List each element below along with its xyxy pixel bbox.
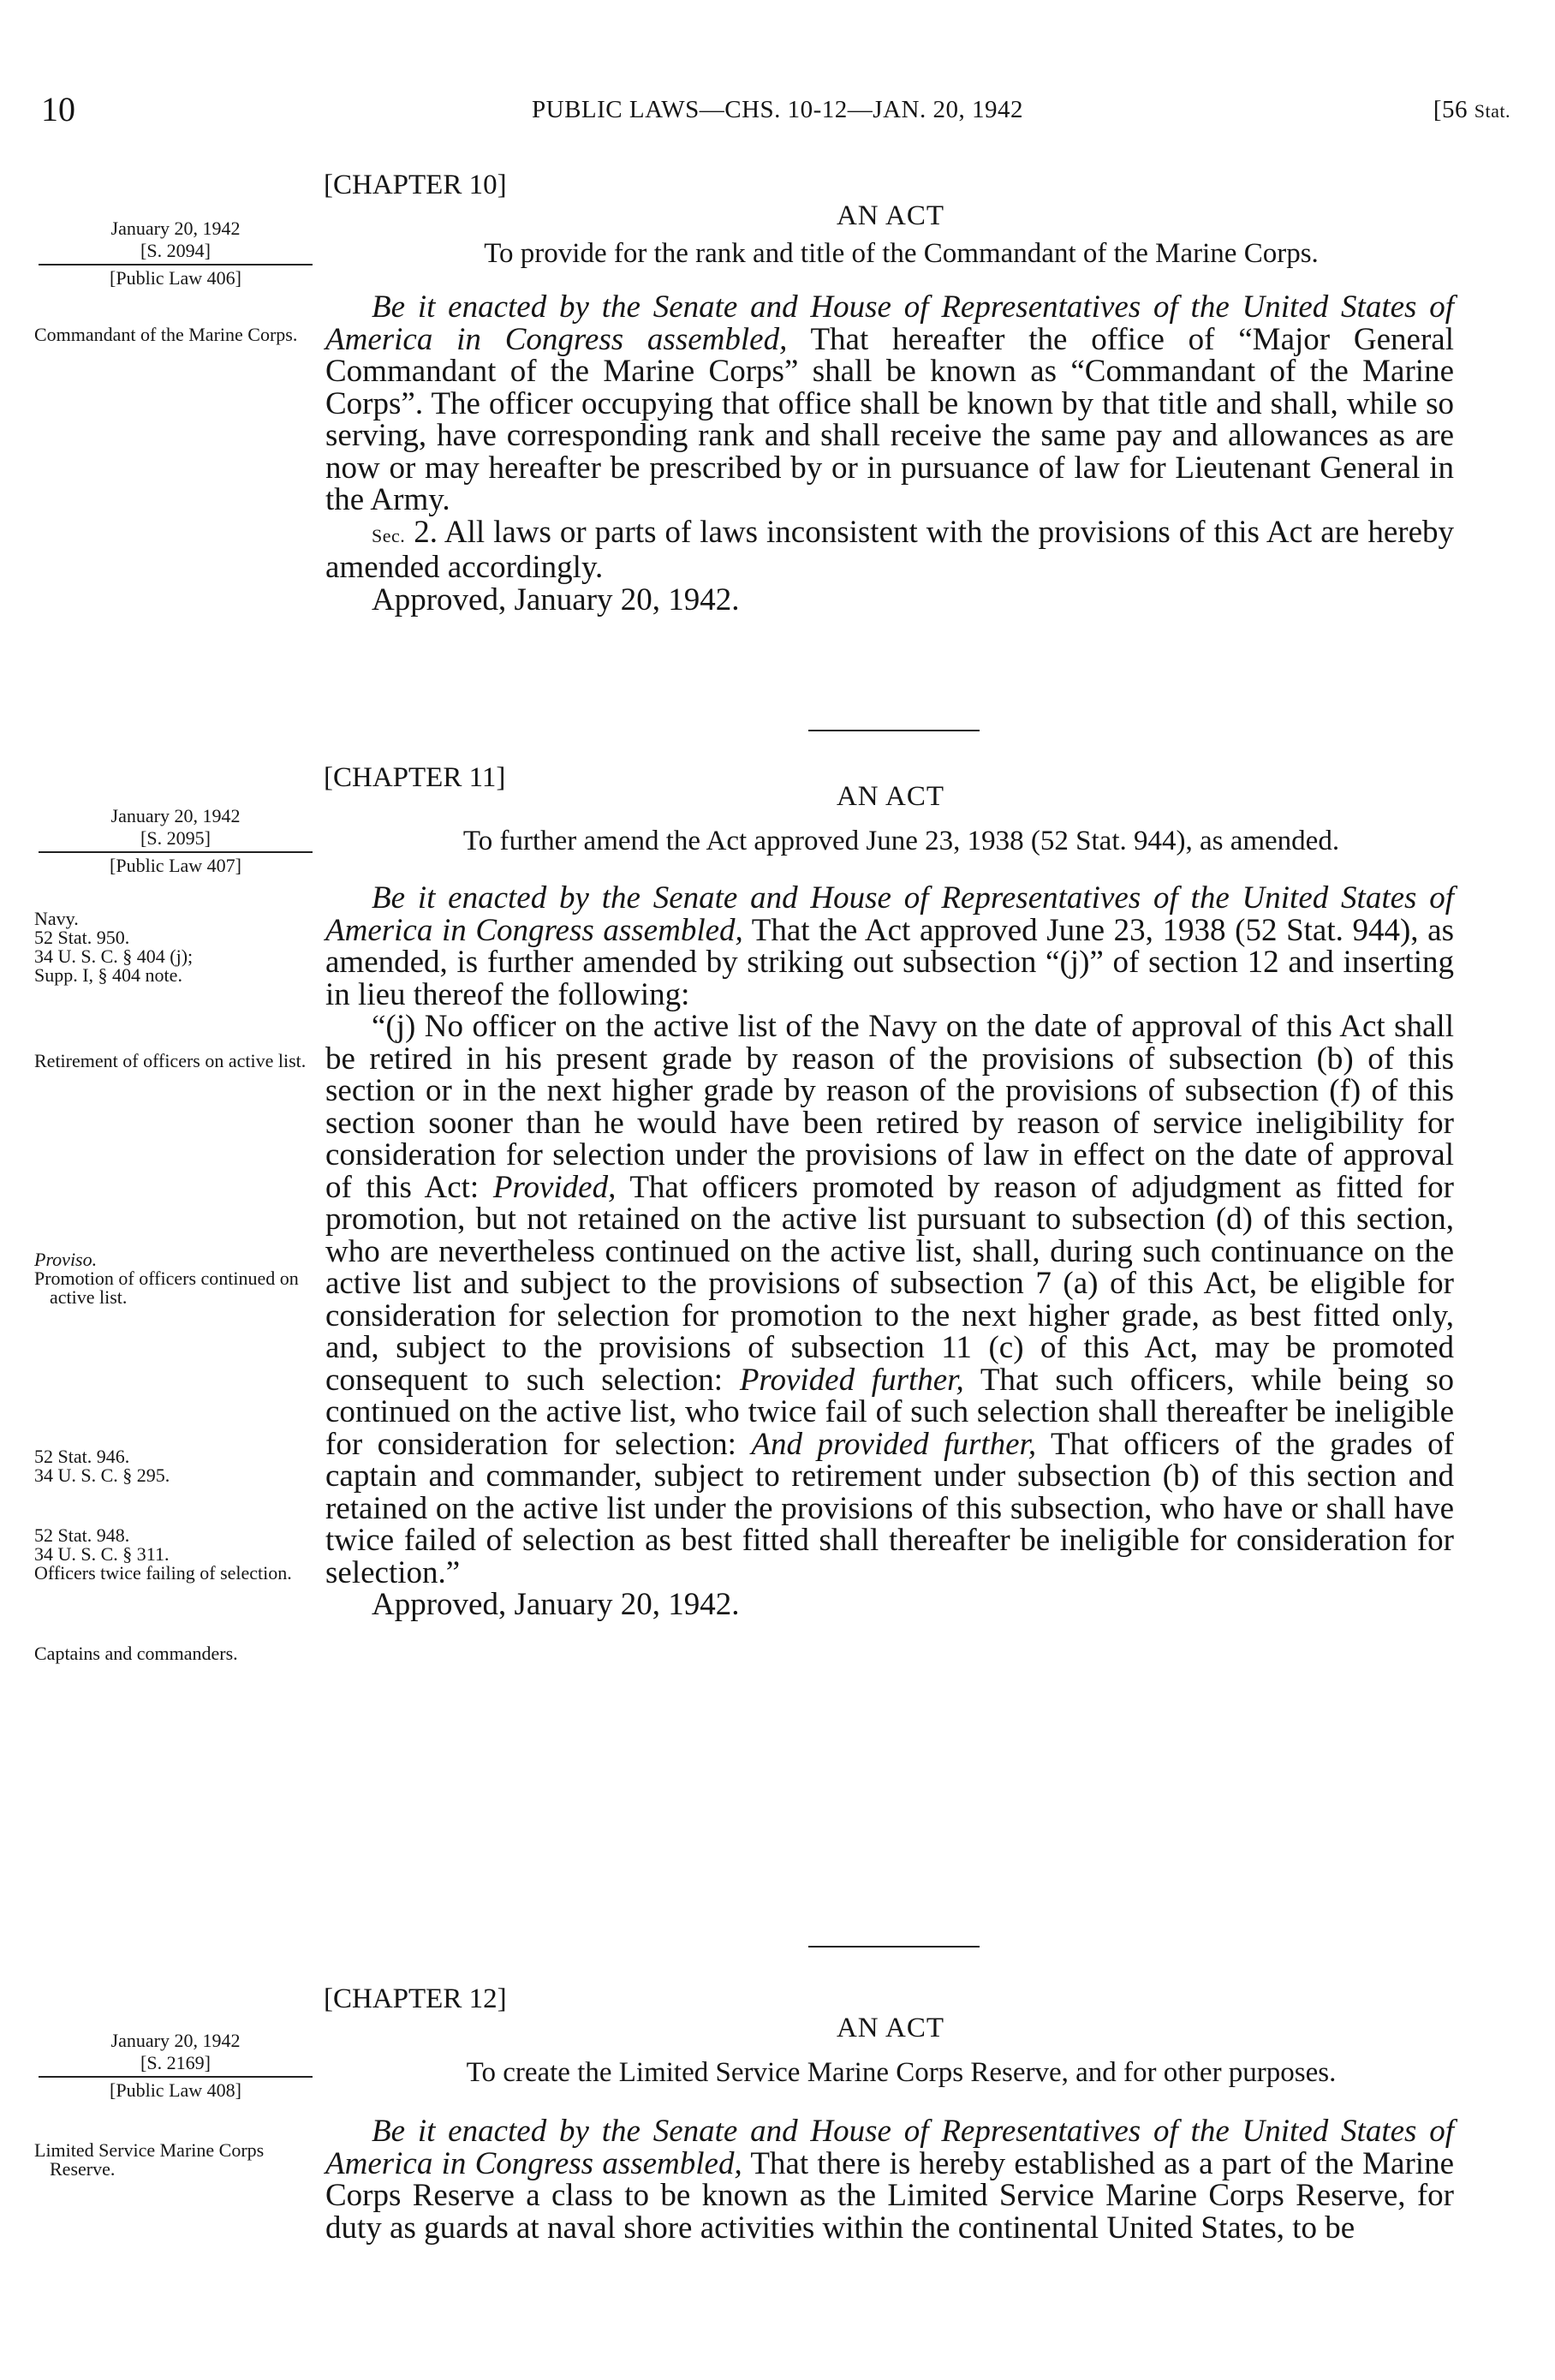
chapter-12-margin-note — [34, 2141, 317, 2179]
chapter-10-text: That hereafter the office of “Major General Commandant of the Marine Corps” shall be known as “Commandant of the Marine Corps”. The officer occupying that office shall be known by that title and shall, while so serving, have corresponding rank and shall receive the same pay and allowances as are now or may hereafter be prescribed by or in pursuance of law for Lieutenant General in the Army. — [325, 321, 1454, 517]
margin-proviso — [34, 1250, 317, 1307]
margin-supp: Supp. I, § 404 note. — [34, 964, 182, 986]
margin-date: January 20, 1942 — [110, 805, 241, 826]
margin-navy-references — [34, 910, 317, 985]
margin-usc: 34 U. S. C. § 311. — [34, 1543, 170, 1565]
chapter-12-paragraph-1 — [325, 2115, 1454, 2244]
volume-stat: Stat. — [1474, 100, 1510, 122]
chapter-12-text: That there is hereby established as a part of the Marine Corps Reserve a class to be known as the Limited Service Marine Corps Reserve, for duty as guards at naval shore activities within the continental United States, to be — [325, 2145, 1454, 2246]
margin-retirement — [34, 1052, 317, 1071]
margin-navy: Navy. — [34, 908, 79, 929]
margin-stat: 52 Stat. 950. — [34, 927, 130, 948]
chapter-12-title: To create the Limited Service Marine Corps Reserve, and for other purposes. — [466, 2057, 1337, 2088]
chapter-10-margin-note — [34, 325, 317, 344]
volume-reference — [1433, 96, 1510, 124]
margin-date: January 20, 1942 — [110, 218, 241, 239]
chapter-11-text-2a: “(j) No officer on the active list of the Navy on the date of approval of this Act shall be retired in his present grade by reason of the provisions of subsection (b) of this section or in the next higher grade by reason of the provisions of subsection (f) of this section sooner than he would have been retired by reason of service ineligibility for consideration for selection under the provisions of law in effect on the date of approval of this Act: — [325, 1009, 1454, 1205]
chapter-11-text-2d: That officers of the grades of captain and commander, subject to retirement under subsection (b) of this section and retained on the active list under the provisions of this subsection, who have or shall have twice failed of selection as best fitted shall thereafter be ineligible for consideration for selection.” — [325, 1426, 1454, 1590]
margin-usc: 34 U. S. C. § 295. — [34, 1464, 170, 1486]
enacting-clause: Be it enacted by the Senate and House of Representatives of the United States of America in Congress assembled, — [325, 880, 1454, 948]
chapter-11-margin-dates — [39, 805, 313, 877]
chapter-10-approved: Approved, January 20, 1942. — [372, 582, 740, 617]
margin-ref-2 — [34, 1526, 317, 1583]
margin-public-law: [Public Law 408] — [39, 2076, 313, 2102]
proviso-and-provided-further: And provided further, — [751, 1426, 1037, 1462]
volume-prefix: [56 — [1433, 96, 1469, 123]
chapter-12-margin-dates — [39, 2030, 313, 2102]
proviso-provided-further: Provided further, — [739, 1362, 964, 1398]
chapter-12-body — [325, 2115, 1454, 2244]
margin-date: January 20, 1942 — [110, 2030, 241, 2051]
margin-captains-text: Captains and commanders. — [34, 1643, 238, 1664]
chapter-11-body — [325, 882, 1454, 1621]
chapter-11-text-2c: That such officers, while being so continued on the active list, who twice fail of such selection shall thereafter be ineligible for consideration for selection: — [325, 1362, 1455, 1462]
margin-usc: 34 U. S. C. § 404 (j); — [34, 945, 194, 967]
enacting-clause: Be it enacted by the Senate and House of Representatives of the United States of America in Congress assembled, — [325, 289, 1454, 357]
chapter-10-body — [325, 291, 1454, 616]
proviso-provided: Provided, — [492, 1169, 617, 1205]
margin-promotion-text: Promotion of officers continued on active list. — [34, 1268, 299, 1308]
chapter-11-an-act: AN ACT — [836, 781, 945, 812]
chapter-12-heading: [CHAPTER 12] — [324, 1983, 507, 2014]
chapter-11-title: To further amend the Act approved June 23, 1938 (52 Stat. 944), as amended. — [462, 826, 1340, 856]
chapter-11-text-2b: That officers promoted by reason of adjudgment as fitted for promotion, but not retained on the active list pursuant to subsection (d) of this section, who are nevertheless continued on the active list, shall, during such continuance on the active list and subject to the provisions of subsection 7 (a) of this Act, be eligible for consideration for selection for promotion to the next higher grade, as best fitted only, and, subject to the provisions of subsection 11 (c) of this Act, may be promoted consequent to such selection: — [325, 1169, 1455, 1398]
margin-stat: 52 Stat. 946. — [34, 1446, 130, 1467]
separator-rule — [808, 1946, 980, 1948]
chapter-12-an-act: AN ACT — [836, 2013, 945, 2043]
margin-bill: [S. 2094] — [140, 240, 211, 261]
enacting-clause: Be it enacted by the Senate and House of Representatives of the United States of America in Congress assembled, — [325, 2114, 1454, 2181]
margin-bill: [S. 2095] — [140, 827, 211, 849]
margin-stat: 52 Stat. 948. — [34, 1524, 130, 1546]
margin-ref-1 — [34, 1447, 317, 1485]
chapter-10-heading: [CHAPTER 10] — [324, 170, 507, 200]
chapter-10-margin-dates — [39, 218, 313, 289]
chapter-10-title: To provide for the rank and title of the Commandant of the Marine Corps. — [484, 238, 1319, 269]
margin-note-commandant: Commandant of the Marine Corps. — [34, 324, 298, 345]
margin-captains — [34, 1644, 317, 1663]
separator-rule — [808, 730, 980, 731]
margin-bill: [S. 2169] — [140, 2052, 211, 2073]
chapter-10-an-act: AN ACT — [836, 200, 945, 231]
margin-public-law: [Public Law 407] — [39, 851, 313, 877]
margin-retirement-text: Retirement of officers on active list. — [34, 1050, 307, 1071]
margin-public-law: [Public Law 406] — [39, 264, 313, 289]
chapter-11-approved: Approved, January 20, 1942. — [372, 1587, 740, 1622]
margin-twice-failing: Officers twice failing of selection. — [34, 1562, 292, 1584]
section-2-text: 2. All laws or parts of laws inconsistent with the provisions of this Act are hereby amended accordingly. — [325, 514, 1454, 585]
margin-note-limited-service: Limited Service Marine Corps Reserve. — [34, 2139, 265, 2180]
chapter-11-heading: [CHAPTER 11] — [324, 762, 506, 793]
chapter-11-paragraph-2 — [325, 1011, 1454, 1589]
chapter-11-text-1: That the Act approved June 23, 1938 (52 Stat. 944), as amended, is further amended by striking out subsection “(j)” of section 12 and inserting in lieu thereof the following: — [325, 912, 1454, 1012]
running-title: PUBLIC LAWS—CHS. 10-12—JAN. 20, 1942 — [532, 96, 1023, 123]
chapter-10-section-2 — [325, 516, 1454, 584]
chapter-10-paragraph-1 — [325, 291, 1454, 516]
section-label: Sec. — [372, 524, 406, 546]
page-number: 10 — [41, 90, 75, 128]
chapter-11-paragraph-1 — [325, 882, 1454, 1011]
margin-proviso-label: Proviso. — [34, 1249, 98, 1270]
